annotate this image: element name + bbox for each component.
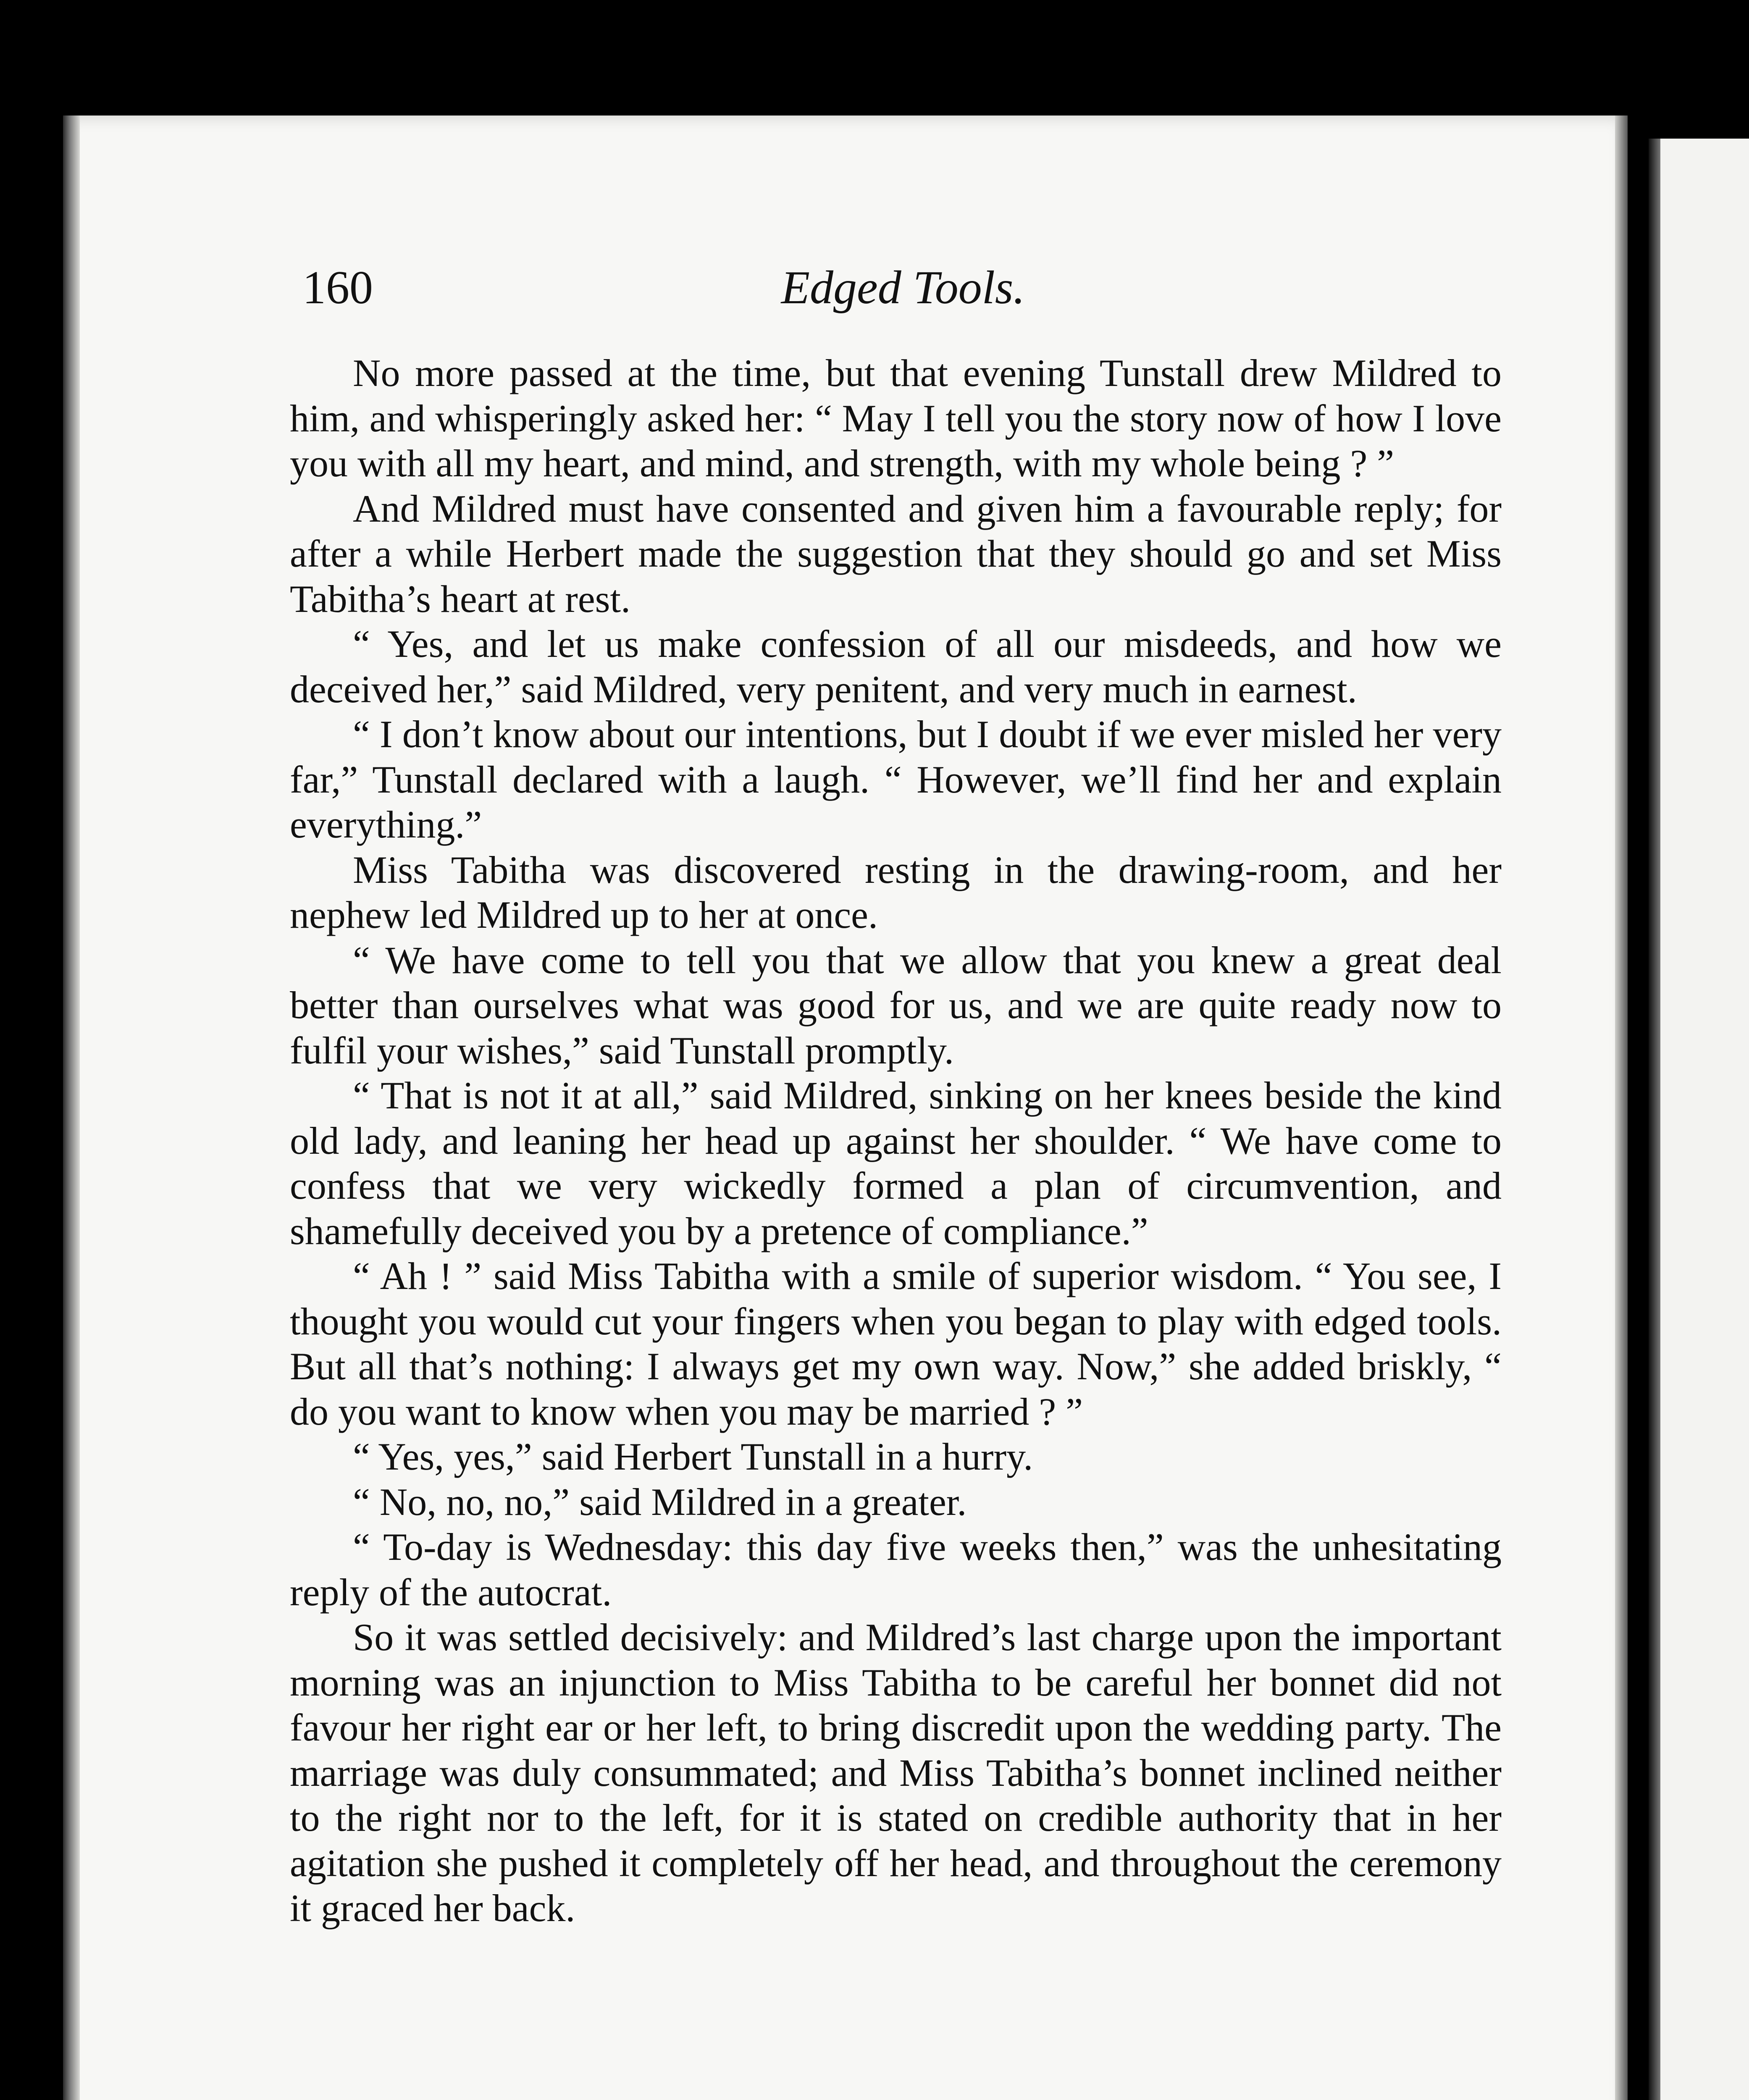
paragraph: No more passed at the time, but that evening Tunstall drew Mildred to him, and whisperingly asked her: “ May I tell you the story now of how I love you with all my heart, and mind, and strength, with my whole being ? ” [290,352,1502,485]
paragraph: So it was settled decisively: and Mildred’s last charge upon the important morning was an injunction to Miss Tabitha to be careful her bonnet did not favour her right ear or her left, to bring discredit upon the wedding party. The marriage was duly consummated; and Miss Tabitha’s bonnet inclined neither to the right nor to the left, for it is stated on credible authority that in her agitation she pushed it completely off her head, and throughout the ceremony it graced her back. [290,1616,1502,1929]
paragraph: “ Yes, and let us make confession of all our misdeeds, and how we deceived her,” said Mildred, very penitent, and very much in earnest. [290,622,1502,711]
paragraph: “ That is not it at all,” said Mildred, sinking on her knees beside the kind old lady, and leaning her head up against her shoulder. “ We have come to confess that we very wickedly formed a plan of circumvention, and shamefully deceived you by a pretence of compliance.” [290,1074,1502,1252]
paragraph: “ Yes, yes,” said Herbert Tunstall in a hurry. [353,1435,1033,1478]
page-number: 160 [302,262,373,314]
facing-page-edge [1649,139,1749,2100]
paragraph: “ No, no, no,” said Mildred in a greater. [353,1480,967,1523]
paragraph: “ I don’t know about our intentions, but I doubt if we ever misled her very far,” Tunstall declared with a laugh. “ However, we’ll find her and explain everything.” [290,713,1502,846]
running-title: Edged Tools. [781,262,1025,314]
paragraph: “ To-day is Wednesday: this day five weeks then,” was the unhesitating reply of the autocrat. [290,1525,1502,1614]
facing-page-gutter [1649,139,1660,2100]
paragraph: Miss Tabitha was discovered resting in the drawing-room, and her nephew led Mildred up to her at once. [290,848,1502,936]
paragraph: “ Ah ! ” said Miss Tabitha with a smile of superior wisdom. “ You see, I thought you would cut your fingers when you began to play with edged tools. But all that’s nothing: I always get my own way. Now,” she added briskly, “ do you want to know when you may be married ? ” [290,1255,1502,1433]
page-right-edge [1615,116,1628,2100]
paragraph: And Mildred must have consented and given him a favourable reply; for after a while Herbert made the suggestion that they should go and set Miss Tabitha’s heart at rest. [290,487,1502,620]
running-head [302,256,1504,319]
body-text [290,351,1502,1931]
page-left-binding-edge [63,116,80,2100]
paragraph: “ We have come to tell you that we allow that you knew a great deal better than ourselves what was good for us, and we are quite ready now to fulfil your wishes,” said Tunstall promptly. [290,938,1502,1072]
